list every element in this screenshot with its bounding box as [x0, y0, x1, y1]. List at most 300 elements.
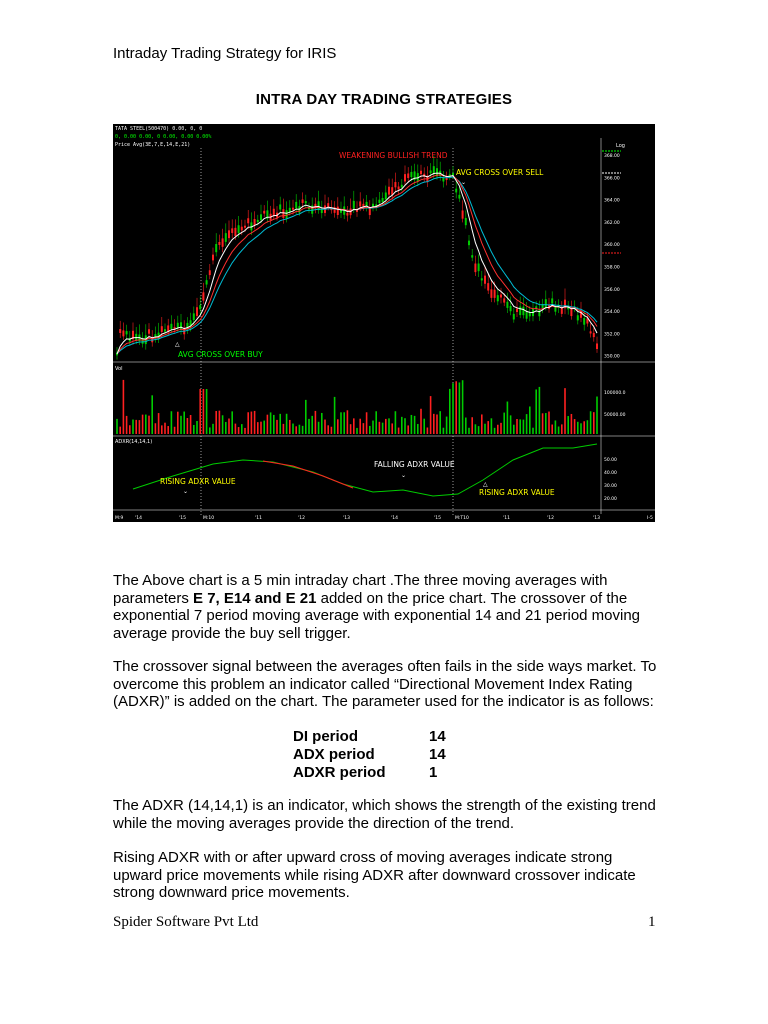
price-tick-label: 356.00	[604, 287, 620, 293]
price-tick-label: 360.00	[604, 243, 620, 249]
volume-bar	[529, 406, 531, 434]
candle-body	[583, 318, 585, 325]
candle-body	[196, 307, 198, 316]
candle-body	[212, 255, 214, 261]
paragraph-adxr-strength: The ADXR (14,14,1) is an indicator, which shows the strength of the existing trend while the moving averages provide the direction of the trend.	[113, 797, 656, 832]
para1-text1: The Above chart is a 5 min intraday chart .The three moving averages with parameters	[113, 572, 608, 607]
time-tick-label: '11	[503, 516, 510, 521]
candle-body	[522, 307, 524, 315]
volume-bar	[449, 389, 451, 434]
volume-bar	[155, 423, 157, 434]
time-tick-label: '13	[593, 516, 600, 521]
candle-body	[554, 307, 556, 312]
candle-body	[382, 198, 384, 202]
volume-bar	[443, 428, 445, 434]
marker-rising-left: ⌄	[183, 489, 189, 495]
price-tick-label: 366.00	[604, 176, 620, 182]
candle-body	[215, 244, 217, 252]
candle-body	[526, 312, 528, 319]
price-tick-label: 364.00	[604, 198, 620, 204]
volume-bar	[327, 425, 329, 434]
volume-bar	[411, 415, 413, 434]
candle-body	[209, 270, 211, 275]
volume-bar	[340, 412, 342, 434]
volume-bar	[385, 419, 387, 434]
volume-bar	[500, 423, 502, 434]
volume-bar	[491, 418, 493, 434]
candle-body	[346, 213, 348, 216]
volume-bar	[436, 414, 438, 434]
volume-bar	[414, 416, 416, 434]
param-value: 14	[429, 746, 446, 763]
adxr-tick-label: 50.00	[604, 458, 617, 463]
volume-bar	[180, 416, 182, 434]
candle-body	[292, 208, 294, 210]
candle-body	[497, 295, 499, 301]
volume-bar	[359, 419, 361, 434]
candle-body	[148, 329, 150, 334]
candle-body	[410, 172, 412, 177]
running-header: Intraday Trading Strategy for IRIS	[113, 45, 337, 62]
volume-bar	[260, 422, 262, 434]
volume-bar	[177, 412, 179, 434]
volume-bar	[132, 420, 134, 434]
volume-bar	[369, 426, 371, 434]
volume-bar	[433, 414, 435, 434]
candle-body	[545, 299, 547, 307]
volume-bar	[462, 380, 464, 434]
volume-bar	[311, 416, 313, 434]
volume-bar	[366, 412, 368, 434]
candle-body	[398, 187, 400, 190]
candle-body	[391, 187, 393, 195]
volume-bar	[209, 427, 211, 434]
volume-bar	[417, 424, 419, 434]
volume-bar	[542, 413, 544, 434]
volume-tick-label: 100000.0	[604, 391, 626, 396]
adxr-tick-label: 20.00	[604, 497, 617, 502]
volume-bar	[123, 380, 125, 434]
candle-body	[487, 283, 489, 290]
candle-body	[596, 343, 598, 349]
param-value: 1	[429, 764, 438, 781]
volume-label: Vol	[115, 366, 123, 372]
candle-body	[430, 170, 432, 173]
ema-7-line	[117, 173, 597, 354]
volume-bar	[203, 389, 205, 434]
volume-bars	[116, 380, 598, 434]
time-tick-label: M:T10	[455, 516, 469, 521]
volume-bar	[587, 420, 589, 434]
volume-bar	[215, 411, 217, 434]
candle-body	[241, 227, 243, 231]
volume-bar	[219, 411, 221, 434]
stock-chart-image	[113, 124, 655, 522]
annotation-avg-cross-sell: AVG CROSS OVER SELL	[456, 168, 544, 177]
paragraph-adxr-intro: The crossover signal between the averages often fails in the side ways market. To overcome this problem an indicator called “Directional Movement Index Rating (ADXR)” is added on the chart. The parameter used for the indicator is as follows:	[113, 658, 657, 710]
volume-bar	[187, 418, 189, 434]
candle-body	[474, 264, 476, 273]
volume-bar	[497, 425, 499, 434]
candle-body	[302, 199, 304, 203]
volume-bar	[190, 415, 192, 434]
volume-bar	[590, 411, 592, 434]
volume-bar	[235, 424, 237, 434]
candle-body	[478, 263, 480, 271]
candle-body	[494, 290, 496, 298]
candle-body	[590, 331, 592, 333]
volume-bar	[548, 412, 550, 434]
candle-body	[510, 306, 512, 311]
volume-bar	[116, 419, 118, 434]
volume-bar	[423, 419, 425, 434]
candle-body	[222, 238, 224, 246]
volume-bar	[513, 425, 515, 434]
candle-body	[420, 171, 422, 174]
volume-bar	[231, 411, 233, 434]
volume-bar	[247, 412, 249, 434]
candle-body	[407, 173, 409, 178]
volume-bar	[183, 412, 185, 434]
time-tick-label: '15	[179, 516, 186, 521]
volume-bar	[148, 416, 150, 434]
candle-body	[404, 174, 406, 181]
volume-bar	[468, 428, 470, 434]
volume-bar	[283, 424, 285, 434]
volume-bar	[142, 415, 144, 434]
volume-bar	[337, 419, 339, 434]
volume-bar	[391, 423, 393, 434]
volume-bar	[404, 418, 406, 434]
volume-bar	[244, 428, 246, 434]
candle-body	[119, 329, 121, 333]
candle-body	[254, 219, 256, 225]
annotation-avg-cross-buy: AVG CROSS OVER BUY	[178, 350, 263, 359]
time-tick-label: '12	[298, 516, 305, 521]
volume-bar	[555, 420, 557, 434]
volume-bar	[129, 425, 131, 434]
candle-body	[202, 292, 204, 300]
candle-body	[506, 302, 508, 308]
candle-body	[161, 326, 163, 332]
volume-bar	[539, 387, 541, 434]
volume-bar	[459, 382, 461, 434]
volume-bar	[321, 413, 323, 434]
volume-bar	[251, 412, 253, 434]
volume-bar	[353, 418, 355, 434]
para1-text2: added on the price chart. The crossover of the exponential 7 period moving average with exponential 14 and 21 period moving average provide the buy sell trigger.	[113, 589, 641, 642]
volume-bar	[315, 411, 317, 434]
candle-body	[577, 315, 579, 320]
candle-body	[452, 173, 454, 175]
candle-body	[282, 209, 284, 218]
param-row	[293, 764, 446, 782]
candle-body	[484, 276, 486, 284]
volume-bar	[119, 427, 121, 434]
volume-bar	[475, 424, 477, 434]
volume-bar	[295, 426, 297, 434]
volume-bar	[471, 417, 473, 434]
volume-bar	[465, 418, 467, 434]
time-tick-label: '15	[434, 516, 441, 521]
candle-body	[455, 189, 457, 193]
param-value: 14	[429, 728, 446, 745]
candle-body	[337, 207, 339, 215]
param-name: DI period	[293, 728, 359, 745]
candle-body	[516, 309, 518, 312]
candle-body	[465, 218, 467, 225]
volume-bar	[363, 423, 365, 434]
candle-body	[500, 294, 502, 297]
time-tick-label: '13	[343, 516, 350, 521]
volume-bar	[225, 422, 227, 434]
volume-bar	[126, 416, 128, 434]
price-tick-label: 350.00	[604, 354, 620, 360]
volume-bar	[331, 427, 333, 434]
volume-bar	[372, 421, 374, 434]
volume-bar	[324, 420, 326, 434]
candle-body	[327, 203, 329, 207]
candle-body	[468, 241, 470, 246]
volume-bar	[161, 425, 163, 434]
candle-body	[401, 185, 403, 188]
volume-bar	[574, 419, 576, 434]
candle-body	[244, 226, 246, 228]
volume-bar	[375, 411, 377, 434]
volume-bar	[238, 427, 240, 434]
candle-body	[231, 228, 233, 233]
volume-bar	[222, 415, 224, 434]
marker-rising-right: △	[483, 482, 488, 488]
candle-body	[263, 211, 265, 214]
volume-bar	[212, 424, 214, 434]
candle-body	[247, 218, 249, 223]
volume-bar	[276, 420, 278, 434]
candle-body	[260, 214, 262, 220]
annotation-falling-adxr: FALLING ADXR VALUE	[374, 460, 455, 469]
candle-body	[225, 233, 227, 242]
volume-bar	[494, 428, 496, 434]
volume-bar	[519, 419, 521, 434]
volume-bar	[302, 426, 304, 434]
volume-bar	[583, 421, 585, 434]
volume-bar	[577, 422, 579, 434]
volume-bar	[487, 421, 489, 434]
chart-info-line1: TATA STEEL(500470) 0.00, 0, 0	[115, 126, 203, 132]
adxr-tick-label: 40.00	[604, 471, 617, 476]
volume-bar	[292, 424, 294, 434]
volume-bar	[507, 402, 509, 434]
price-tick-label: 354.00	[604, 310, 620, 316]
param-name: ADXR period	[293, 764, 386, 781]
volume-bar	[481, 414, 483, 434]
volume-bar	[206, 389, 208, 434]
volume-bar	[171, 411, 173, 434]
annotation-rising-adxr-left: RISING ADXR VALUE	[160, 477, 236, 486]
candle-body	[593, 333, 595, 337]
candle-body	[359, 201, 361, 206]
volume-bar	[571, 414, 573, 434]
volume-bar	[596, 397, 598, 434]
candle-body	[353, 201, 355, 209]
footer-company: Spider Software Pvt Ltd	[113, 914, 259, 930]
volume-bar	[452, 383, 454, 434]
volume-bar	[135, 420, 137, 434]
candle-body	[388, 187, 390, 195]
volume-bar	[526, 414, 528, 434]
volume-bar	[382, 423, 384, 434]
annotation-rising-adxr-right: RISING ADXR VALUE	[479, 488, 555, 497]
candle-body	[228, 230, 230, 238]
candle-body	[164, 329, 166, 331]
marker-buy: △	[175, 342, 180, 348]
candle-body	[471, 255, 473, 257]
candle-body	[394, 182, 396, 187]
para1-bold-params: E 7, E14 and E 21	[193, 589, 317, 607]
volume-bar	[151, 395, 153, 434]
adxr-tick-label: 30.00	[604, 484, 617, 489]
candle-body	[561, 308, 563, 314]
volume-bar	[158, 413, 160, 434]
chart-info-line2: 0, 0.00 0.00, 0 0.00, 0.00 0.00%	[115, 134, 212, 140]
volume-bar	[254, 411, 256, 434]
candle-body	[442, 178, 444, 182]
volume-bar	[401, 417, 403, 434]
candle-body	[490, 289, 492, 298]
time-tick-label: M:9	[115, 516, 124, 521]
volume-bar	[593, 412, 595, 434]
chart-info-line3: Price Avg(3E,7,E,14,E,21)	[115, 142, 191, 148]
parameter-table	[293, 728, 446, 782]
volume-bar	[196, 421, 198, 434]
volume-bar	[343, 412, 345, 434]
volume-bar	[503, 413, 505, 434]
page-title: INTRA DAY TRADING STRATEGIES	[255, 91, 513, 108]
volume-bar	[228, 419, 230, 434]
marker-sell: ⌄	[461, 180, 467, 186]
volume-bar	[347, 410, 349, 434]
candle-body	[206, 280, 208, 284]
volume-bar	[174, 427, 176, 434]
volume-bar	[145, 415, 147, 434]
candle-body	[385, 193, 387, 200]
volume-bar	[510, 415, 512, 434]
candle-body	[238, 225, 240, 233]
candle-body	[170, 324, 172, 329]
volume-bar	[407, 425, 409, 434]
volume-bar	[395, 411, 397, 434]
volume-bar	[299, 425, 301, 434]
price-tick-label: 368.00	[604, 154, 620, 159]
time-tick-label: '14	[135, 516, 142, 521]
volume-tick-label: 50000.00	[604, 413, 626, 418]
candle-body	[257, 220, 259, 222]
volume-bar	[286, 414, 288, 434]
volume-bar	[199, 389, 201, 434]
volume-bar	[289, 420, 291, 434]
volume-bar	[561, 424, 563, 434]
volume-bar	[241, 424, 243, 434]
candle-body	[295, 202, 297, 208]
volume-bar	[516, 419, 518, 434]
candle-body	[503, 298, 505, 302]
volume-bar	[580, 423, 582, 434]
volume-bar	[263, 421, 265, 434]
volume-bar	[398, 428, 400, 434]
annotation-weakening-trend: WEAKENING BULLISH TREND	[339, 151, 448, 160]
candle-body	[122, 330, 124, 336]
volume-bar	[334, 397, 336, 434]
candle-body	[529, 313, 531, 317]
volume-bar	[567, 416, 569, 434]
candle-body	[193, 313, 195, 320]
candle-body	[199, 305, 201, 309]
param-row	[293, 746, 446, 764]
volume-bar	[318, 422, 320, 434]
candle-body	[462, 210, 464, 218]
volume-bar	[305, 400, 307, 434]
time-tick-label: '14	[391, 516, 398, 521]
candle-body	[305, 201, 307, 203]
candle-body	[142, 339, 144, 344]
candle-body	[234, 228, 236, 236]
candle-body	[218, 242, 220, 245]
volume-bar	[139, 420, 141, 434]
time-tick-label: '12	[547, 516, 554, 521]
param-name: ADX period	[293, 746, 375, 763]
volume-bar	[279, 414, 281, 434]
volume-bar	[267, 415, 269, 434]
volume-bar	[545, 413, 547, 434]
price-tick-label: 358.00	[604, 265, 620, 271]
volume-bar	[273, 415, 275, 434]
marker-falling: ⌄	[401, 473, 407, 479]
candle-body	[458, 195, 460, 199]
candle-body	[551, 298, 553, 303]
volume-bar	[257, 422, 259, 434]
volume-bar	[564, 388, 566, 434]
volume-bar	[455, 381, 457, 434]
volume-bar	[430, 396, 432, 434]
volume-bar	[420, 409, 422, 434]
log-label: Log	[616, 143, 625, 149]
volume-bar	[551, 425, 553, 434]
candle-body	[286, 210, 288, 218]
candle-body	[519, 307, 521, 316]
time-tick-label: I-5	[647, 516, 653, 521]
volume-bar	[427, 427, 429, 434]
price-tick-label: 362.00	[604, 220, 620, 226]
volume-bar	[478, 426, 480, 434]
volume-bar	[558, 427, 560, 434]
volume-bar	[388, 418, 390, 434]
price-tick-label: 352.00	[604, 332, 620, 338]
volume-bar	[356, 428, 358, 434]
candle-body	[126, 331, 128, 334]
time-tick-label: '11	[255, 516, 262, 521]
time-tick-label: M:10	[203, 516, 215, 521]
volume-bar	[484, 424, 486, 434]
volume-bar	[535, 389, 537, 434]
volume-bar	[270, 412, 272, 434]
volume-bar	[532, 428, 534, 434]
param-row	[293, 728, 446, 746]
volume-bar	[446, 417, 448, 434]
candle-body	[177, 323, 179, 328]
paragraph-chart-description	[113, 572, 658, 642]
candle-body	[570, 308, 572, 316]
paragraph-rising-adxr: Rising ADXR with or after upward cross of moving averages indicate strong upward price movements while rising ADXR after downward crossover indicate strong downward price movements.	[113, 849, 636, 901]
